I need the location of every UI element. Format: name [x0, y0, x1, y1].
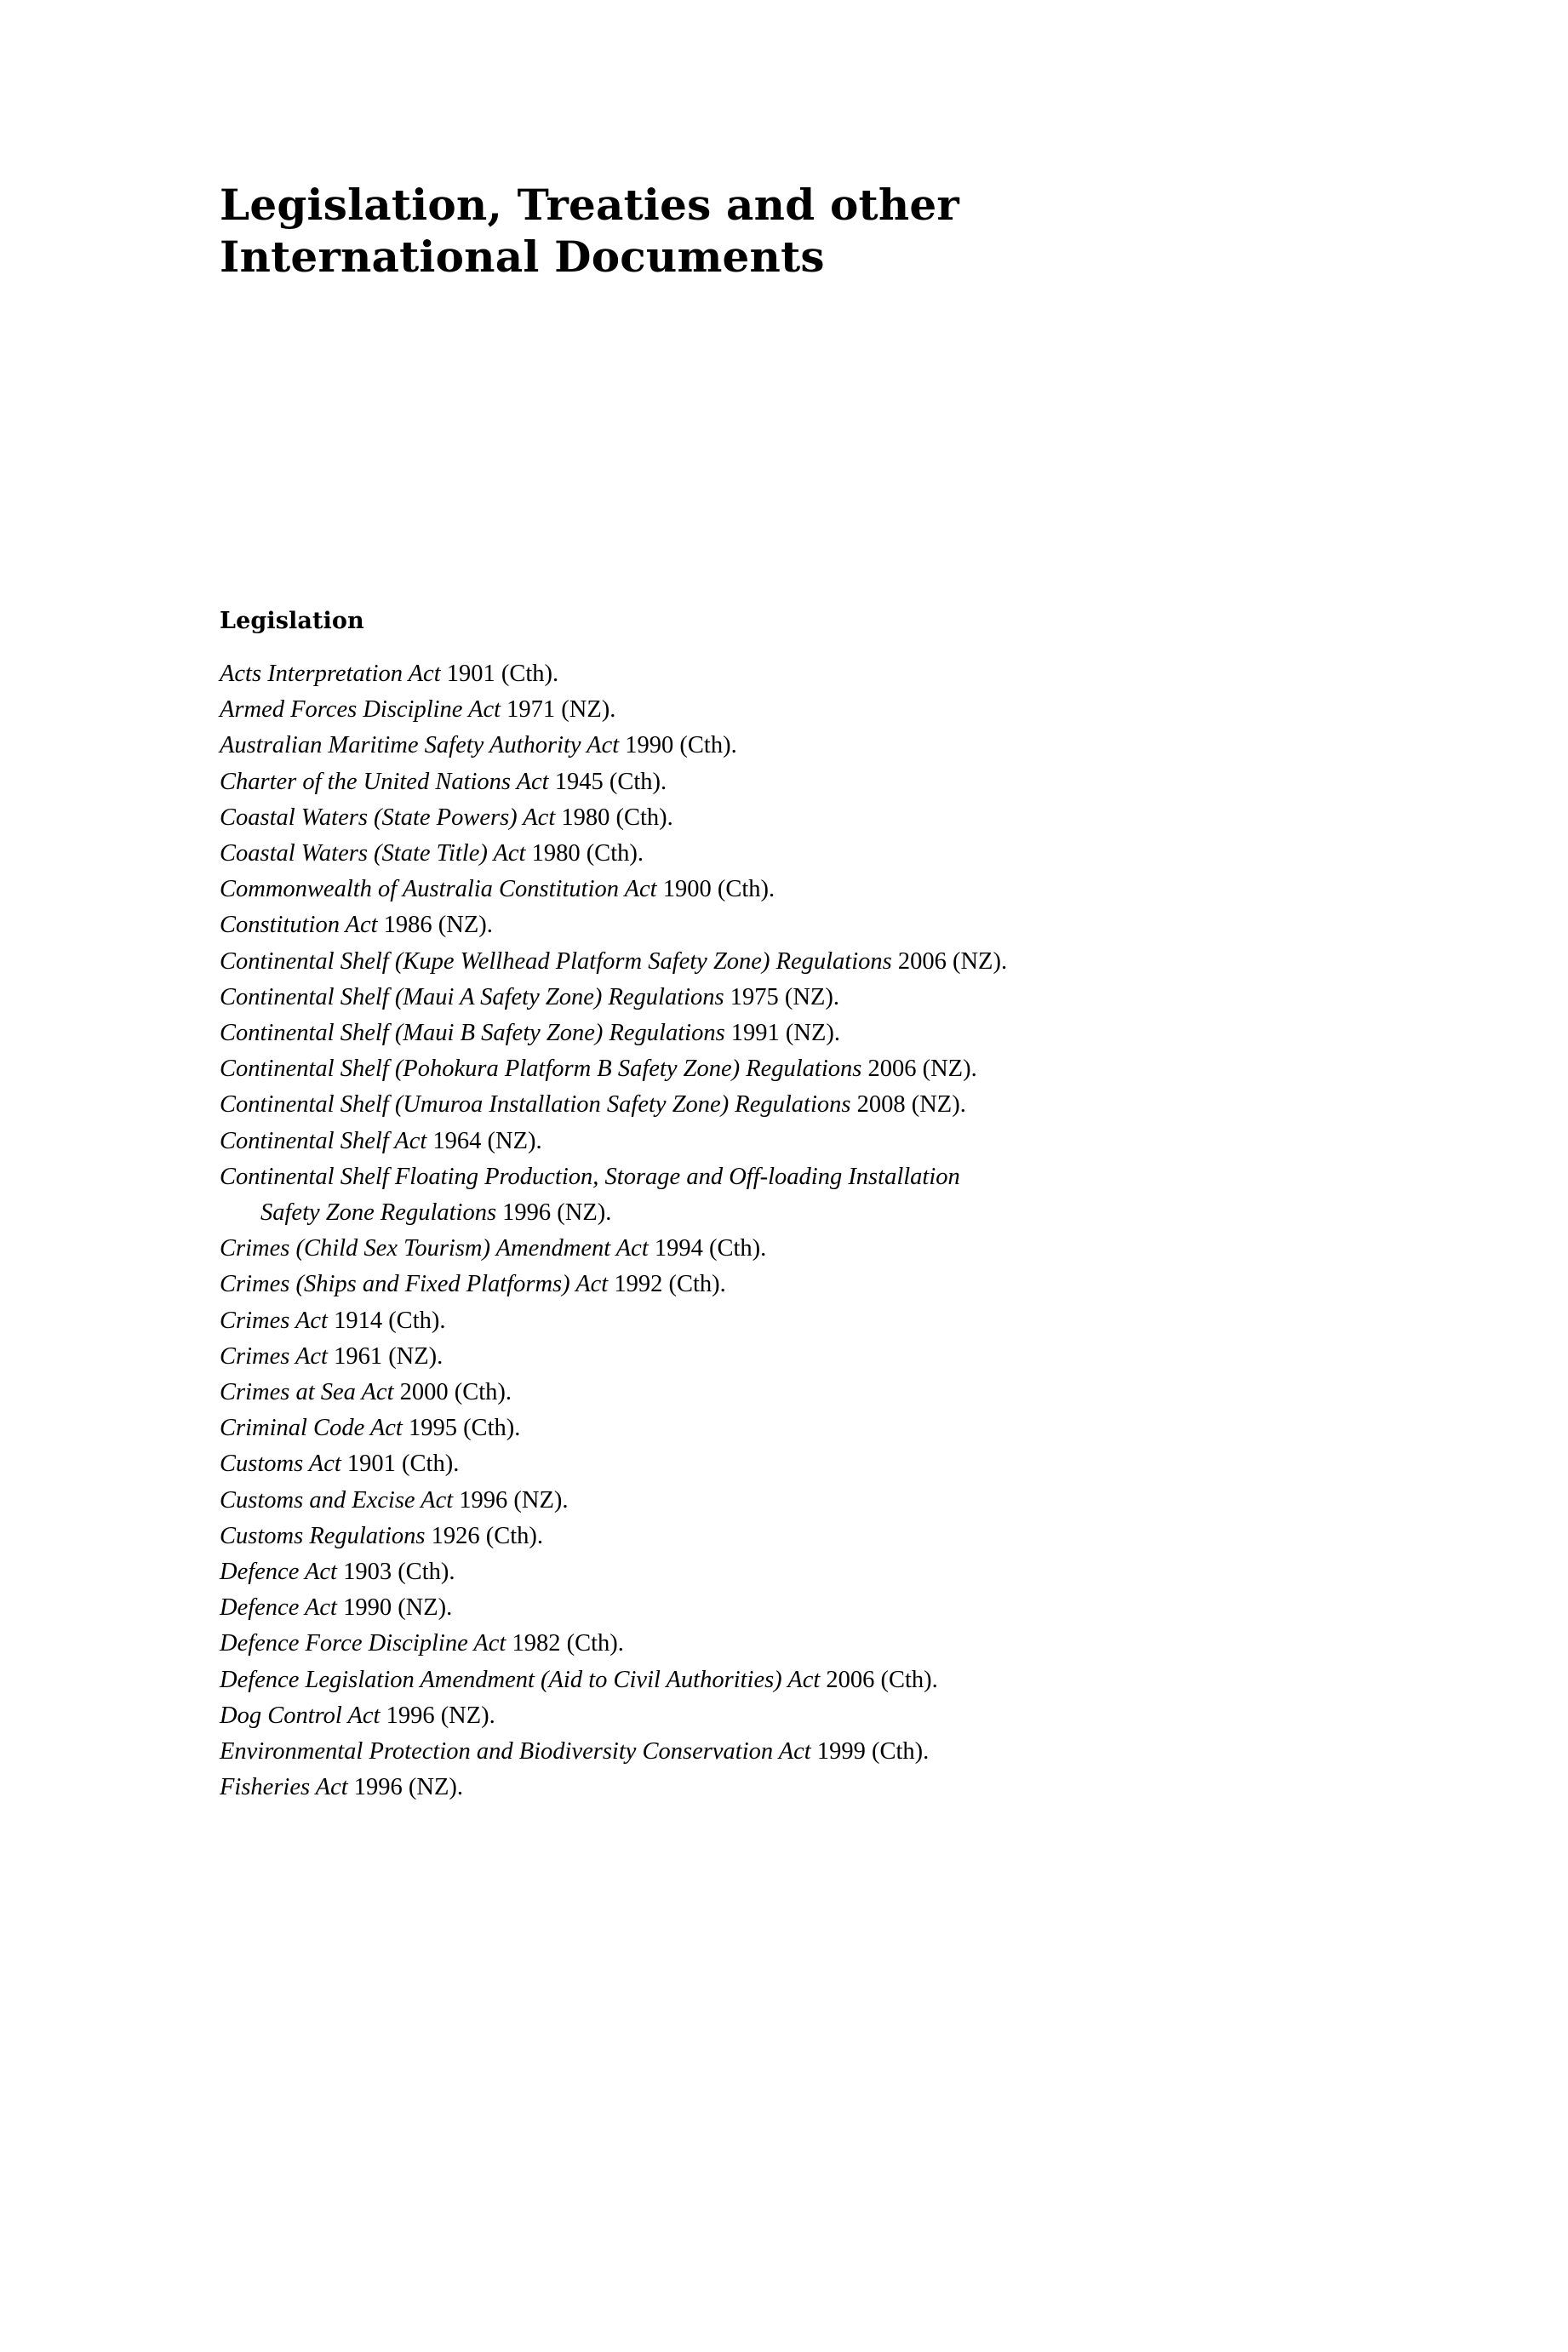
entry-name: Crimes (Ships and Fixed Platforms) Act — [220, 1271, 609, 1298]
entry-year-jurisdiction: 1964 (NZ). — [426, 1127, 542, 1154]
entry-year-jurisdiction: 1945 (Cth). — [548, 768, 667, 795]
entry-year-jurisdiction: 1992 (Cth). — [608, 1271, 726, 1298]
entry-year-jurisdiction: 2006 (NZ). — [891, 947, 1008, 975]
entry-name: Continental Shelf Act — [220, 1127, 427, 1154]
list-item — [220, 1231, 1377, 1267]
entry-year-jurisdiction: 1980 (Cth). — [555, 804, 673, 831]
entry-year-jurisdiction: 1999 (Cth). — [810, 1738, 930, 1765]
page-title-line-2: International Documents — [220, 232, 825, 282]
list-item — [220, 1411, 1377, 1446]
list-item — [220, 1446, 1377, 1482]
legislation-list — [220, 656, 1377, 1806]
entry-name: Continental Shelf (Maui A Safety Zone) Regulations — [220, 983, 724, 1010]
list-item — [220, 1734, 1377, 1770]
list-item — [220, 1124, 1377, 1159]
list-item — [220, 1267, 1377, 1302]
list-item — [220, 1087, 1377, 1123]
entry-name: Customs Act — [220, 1451, 341, 1478]
list-item — [220, 800, 1377, 836]
list-item — [220, 1590, 1377, 1626]
entry-year-jurisdiction: 2000 (Cth). — [393, 1379, 512, 1406]
section-legislation — [220, 608, 1377, 1806]
page-title — [220, 179, 1377, 283]
entry-name: Australian Maritime Safety Authority Act — [220, 732, 620, 759]
entry-name: Crimes Act — [220, 1342, 328, 1370]
entry-year-jurisdiction: 1971 (NZ). — [501, 696, 616, 724]
entry-year-jurisdiction: 1914 (Cth). — [327, 1307, 446, 1334]
list-item — [220, 1662, 1377, 1698]
entry-name: Continental Shelf Floating Production, Storage and Off-loading Installation — [220, 1163, 960, 1190]
section-heading: Legislation — [220, 608, 364, 634]
list-item — [220, 1051, 1377, 1087]
entry-name: Crimes at Sea Act — [220, 1379, 394, 1406]
entry-year-jurisdiction: 1980 (Cth). — [525, 840, 644, 867]
list-item — [220, 1339, 1377, 1375]
list-item — [220, 944, 1377, 980]
entry-year-jurisdiction: 1901 (Cth). — [440, 661, 559, 687]
entry-name: Coastal Waters (State Title) Act — [220, 840, 526, 867]
list-item — [220, 1626, 1377, 1662]
entry-year-jurisdiction: 1900 (Cth). — [656, 876, 775, 903]
entry-year-jurisdiction: 1901 (Cth). — [340, 1451, 460, 1478]
entry-year-jurisdiction: 1996 (NZ). — [347, 1774, 464, 1801]
entry-year-jurisdiction: 1990 (NZ). — [336, 1594, 453, 1622]
list-item — [220, 1483, 1377, 1519]
list-item — [220, 656, 1377, 692]
list-item — [220, 1698, 1377, 1734]
entry-year-jurisdiction: 1926 (Cth). — [425, 1522, 544, 1549]
list-item — [220, 728, 1377, 764]
entry-year-jurisdiction: 1975 (NZ). — [724, 983, 839, 1010]
entry-name: Armed Forces Discipline Act — [220, 696, 501, 724]
entry-name: Defence Act — [220, 1594, 337, 1622]
list-item — [220, 1303, 1377, 1339]
page-title-line-1: Legislation, Treaties and other — [220, 180, 959, 230]
entry-year-jurisdiction: 1996 (NZ). — [453, 1486, 569, 1514]
entry-year-jurisdiction: 1995 (Cth). — [402, 1415, 521, 1442]
entry-name: Fisheries Act — [220, 1774, 348, 1801]
entry-name: Customs Regulations — [220, 1522, 426, 1549]
list-item — [220, 1375, 1377, 1411]
list-item — [220, 836, 1377, 872]
entry-name: Defence Act — [220, 1559, 337, 1586]
entry-year-jurisdiction: 2006 (NZ). — [861, 1056, 977, 1083]
list-item — [220, 980, 1377, 1016]
entry-name: Environmental Protection and Biodiversity Conservation Act — [220, 1738, 811, 1765]
entry-name: Crimes (Child Sex Tourism) Amendment Act — [220, 1235, 649, 1262]
entry-name-continued: Safety Zone Regulations — [260, 1199, 497, 1227]
page-content — [220, 179, 1377, 1806]
list-item — [220, 1016, 1377, 1051]
list-item — [220, 692, 1377, 728]
entry-name: Charter of the United Nations Act — [220, 768, 549, 795]
entry-name: Defence Legislation Amendment (Aid to Civil Authorities) Act — [220, 1666, 821, 1693]
entry-year-jurisdiction: 1990 (Cth). — [619, 732, 737, 759]
entry-continuation — [220, 1195, 1377, 1231]
list-item — [220, 1770, 1377, 1805]
entry-name: Defence Force Discipline Act — [220, 1630, 506, 1657]
list-item — [220, 1159, 1377, 1231]
entry-name: Dog Control Act — [220, 1702, 381, 1729]
entry-name: Constitution Act — [220, 912, 378, 939]
entry-name: Acts Interpretation Act — [220, 661, 441, 687]
list-item — [220, 764, 1377, 800]
entry-year-jurisdiction: 1986 (NZ). — [377, 912, 493, 939]
list-item — [220, 872, 1377, 907]
entry-year-jurisdiction: 1961 (NZ). — [327, 1342, 444, 1370]
entry-year-jurisdiction: 1994 (Cth). — [648, 1235, 767, 1262]
entry-name: Criminal Code Act — [220, 1415, 403, 1442]
entry-name: Customs and Excise Act — [220, 1486, 454, 1514]
entry-year-jurisdiction: 1903 (Cth). — [336, 1559, 455, 1586]
list-item — [220, 1554, 1377, 1590]
entry-year-jurisdiction: 1996 (NZ). — [496, 1199, 612, 1227]
entry-year-jurisdiction: 1996 (NZ). — [380, 1702, 495, 1729]
entry-name: Crimes Act — [220, 1307, 328, 1334]
entry-year-jurisdiction: 1982 (Cth). — [506, 1630, 624, 1657]
entry-name: Coastal Waters (State Powers) Act — [220, 804, 556, 831]
entry-year-jurisdiction: 2006 (Cth). — [820, 1666, 938, 1693]
entry-name: Continental Shelf (Kupe Wellhead Platform Safety Zone) Regulations — [220, 947, 892, 975]
entry-name: Continental Shelf (Umuroa Installation Safety Zone) Regulations — [220, 1091, 851, 1119]
entry-year-jurisdiction: 2008 (NZ). — [850, 1091, 966, 1119]
entry-name: Continental Shelf (Pohokura Platform B Safety Zone) Regulations — [220, 1056, 862, 1083]
entry-name: Continental Shelf (Maui B Safety Zone) Regulations — [220, 1020, 725, 1047]
entry-name: Commonwealth of Australia Constitution Act — [220, 876, 657, 903]
list-item — [220, 1519, 1377, 1554]
entry-year-jurisdiction: 1991 (NZ). — [724, 1020, 841, 1047]
list-item — [220, 907, 1377, 943]
